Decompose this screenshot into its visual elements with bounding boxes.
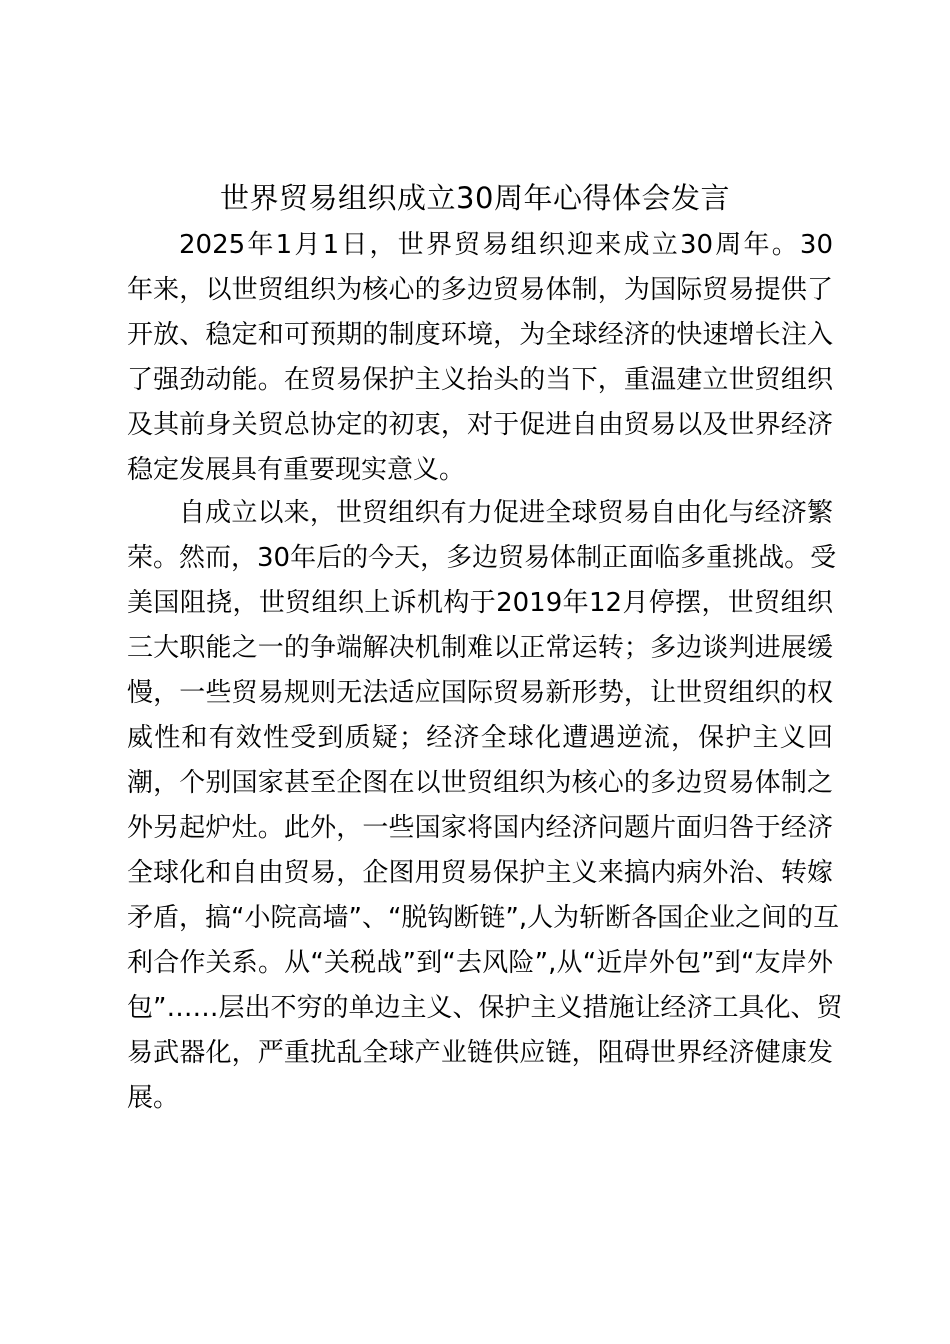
text-line: 荣。然而，30年后的今天，多边贸易体制正面临多重挑战。受: [127, 543, 837, 573]
document-title: 世界贸易组织成立30周年心得体会发言: [220, 181, 730, 215]
text-line: 了强劲动能。在贸易保护主义抬头的当下，重温建立世贸组织: [127, 365, 833, 395]
text-line: 2025年1月1日，世界贸易组织迎来成立30周年。30: [179, 230, 833, 260]
text-line: 潮，个别国家甚至企图在以世贸组织为核心的多边贸易体制之: [127, 768, 833, 798]
text-line: 矛盾，搞“小院高墙”、“脱钩断链”,人为斩断各国企业之间的互: [127, 903, 840, 933]
text-line: 威性和有效性受到质疑；经济全球化遭遇逆流，保护主义回: [127, 723, 833, 753]
text-line: 包”……层出不穷的单边主义、保护主义措施让经济工具化、贸: [127, 993, 843, 1023]
text-line: 年来，以世贸组织为核心的多边贸易体制，为国际贸易提供了: [127, 275, 833, 305]
text-line: 展。: [127, 1083, 180, 1113]
text-line: 利合作关系。从“关税战”到“去风险”,从“近岸外包”到“友岸外: [127, 948, 833, 978]
text-line: 三大职能之一的争端解决机制难以正常运转；多边谈判进展缓: [127, 633, 833, 663]
text-line: 稳定发展具有重要现实意义。: [127, 455, 466, 485]
text-line: 开放、稳定和可预期的制度环境，为全球经济的快速增长注入: [127, 320, 833, 350]
paragraph-1: [127, 223, 833, 493]
text-line: 外另起炉灶。此外，一些国家将国内经济问题片面归咎于经济: [127, 813, 833, 843]
text-line: 自成立以来，世贸组织有力促进全球贸易自由化与经济繁: [179, 498, 833, 528]
paragraph-2: [127, 491, 843, 1121]
text-line: 慢，一些贸易规则无法适应国际贸易新形势，让世贸组织的权: [127, 678, 833, 708]
text-line: 易武器化，严重扰乱全球产业链供应链，阻碍世界经济健康发: [127, 1038, 833, 1068]
text-line: 美国阻挠，世贸组织上诉机构于2019年12月停摆，世贸组织: [127, 588, 833, 618]
text-line: 全球化和自由贸易，企图用贸易保护主义来搞内病外治、转嫁: [127, 858, 833, 888]
text-line: 及其前身关贸总协定的初衷，对于促进自由贸易以及世界经济: [127, 410, 833, 440]
